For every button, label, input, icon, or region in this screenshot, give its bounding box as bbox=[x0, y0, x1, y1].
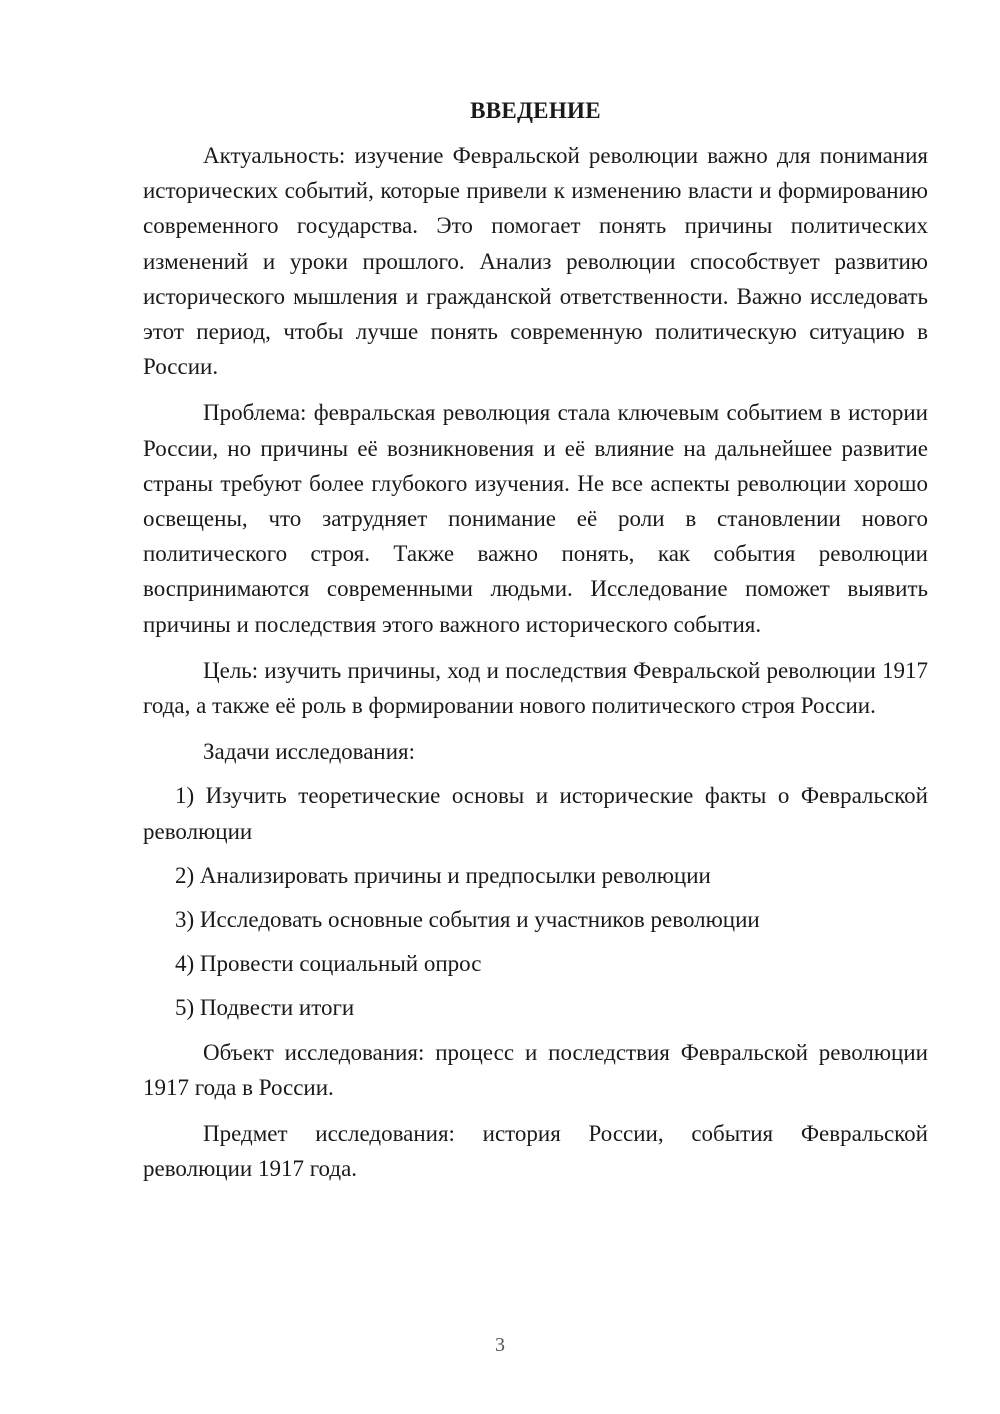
task-item-2: 2) Анализировать причины и предпосылки революции bbox=[175, 862, 711, 888]
tasks-title: Задачи исследования: bbox=[203, 739, 416, 765]
subject-paragraph: Предмет исследования: история России, события Февральской революции 1917 года. bbox=[143, 1121, 928, 1182]
goal-paragraph: Цель: изучить причины, ход и последствия Февральской революции 1917 года, а также её роль в формировании нового политического строя России. bbox=[143, 657, 928, 719]
page-number: 3 bbox=[495, 1334, 505, 1356]
task-item-5: 5) Подвести итоги bbox=[175, 995, 355, 1021]
section-heading: ВВЕДЕНИЕ bbox=[470, 98, 601, 123]
object-paragraph: Объект исследования: процесс и последствия Февральской революции 1917 года в России. bbox=[143, 1039, 928, 1100]
task-item-3: 3) Исследовать основные события и участников революции bbox=[175, 907, 760, 933]
relevance-paragraph: Актуальность: изучение Февральской революции важно для понимания исторических событий, которые привели к изменению власти и формированию современного государства. Это помогает понять причины политических изменений и уроки прошлого. Анализ революции способствует развитию исторического мышления и гражданской ответственности. Важно исследовать этот период, чтобы лучше понять современную политическую ситуацию в России. bbox=[143, 143, 928, 380]
task-item-4: 4) Провести социальный опрос bbox=[175, 951, 482, 977]
problem-paragraph: Проблема: февральская революция стала ключевым событием в истории России, но причины её возникновения и её влияние на дальнейшее развитие страны требуют более глубокого изучения. Не все аспекты революции хорошо освещены, что затрудняет понимание её роли в становлении нового политического строя. Также важно понять, как события революции воспринимаются современными людьми. Исследование поможет выявить причины и последствия этого важного исторического события. bbox=[143, 400, 928, 637]
task-item-1: 1) Изучить теоретические основы и исторические факты о Февральской революции bbox=[143, 783, 928, 844]
document-page bbox=[143, 96, 928, 1197]
